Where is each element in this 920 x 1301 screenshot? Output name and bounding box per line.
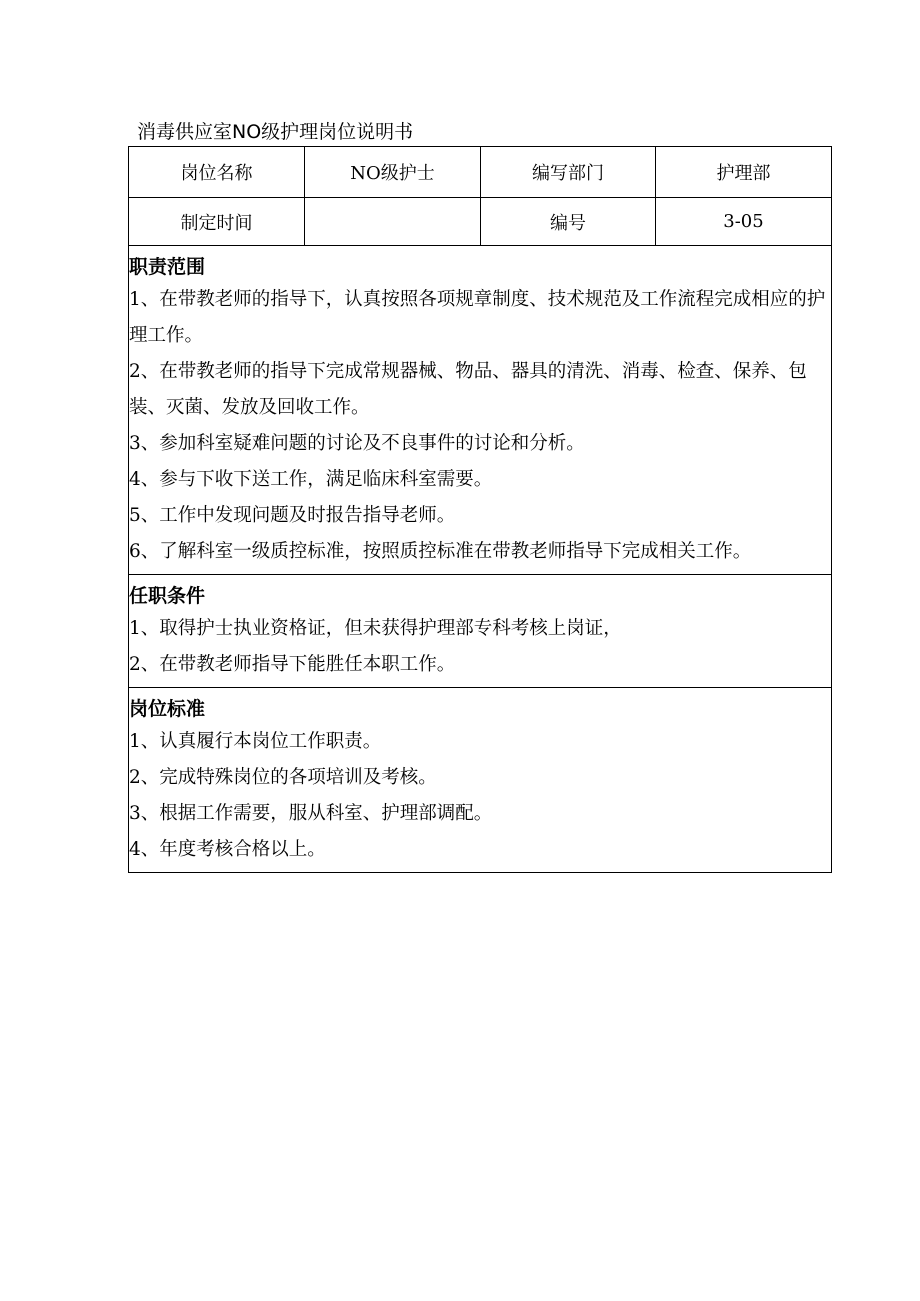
header-row-1 (129, 147, 831, 198)
number-label: 编号 (481, 198, 656, 245)
date-value (305, 198, 481, 245)
document-title: 消毒供应室NO级护理岗位说明书 (137, 121, 414, 143)
standard-item: 3、根据工作需要，服从科室、护理部调配。 (129, 803, 493, 824)
position-name-value: NO级护士 (305, 147, 481, 197)
duties-heading: 职责范围 (129, 256, 206, 278)
qualifications-heading: 任职条件 (129, 585, 206, 607)
date-label: 制定时间 (129, 198, 305, 245)
standards-heading: 岗位标准 (129, 698, 206, 720)
header-row-2 (129, 198, 831, 246)
standard-item: 2、完成特殊岗位的各项培训及考核。 (129, 767, 437, 788)
job-description-table (128, 146, 832, 873)
standard-item: 4、年度考核合格以上。 (129, 839, 326, 860)
duty-item: 6、了解科室一级质控标准，按照质控标准在带教老师指导下完成相关工作。 (129, 541, 752, 562)
duty-item: 3、参加科室疑难问题的讨论及不良事件的讨论和分析。 (129, 433, 585, 454)
standards-section (129, 688, 831, 872)
duties-section (129, 246, 831, 575)
duty-item: 2、在带教老师的指导下完成常规器械、物品、器具的清洗、消毒、检查、保养、包装、灭菌、发放及回收工作。 (129, 361, 807, 418)
department-label: 编写部门 (481, 147, 656, 197)
duty-item: 5、工作中发现问题及时报告指导老师。 (129, 505, 456, 526)
qualification-item: 2、在带教老师指导下能胜任本职工作。 (129, 654, 456, 675)
department-value: 护理部 (716, 163, 771, 184)
qualification-item: 1、取得护士执业资格证，但未获得护理部专科考核上岗证， (129, 618, 622, 639)
qualifications-section (129, 575, 831, 688)
standard-item: 1、认真履行本岗位工作职责。 (129, 731, 382, 752)
number-value: 3-05 (723, 211, 764, 232)
duty-item: 4、参与下收下送工作，满足临床科室需要。 (129, 469, 493, 490)
position-name-label: 岗位名称 (129, 147, 305, 197)
duty-item: 1、在带教老师的指导下，认真按照各项规章制度、技术规范及工作流程完成相应的护理工作。 (129, 289, 826, 346)
